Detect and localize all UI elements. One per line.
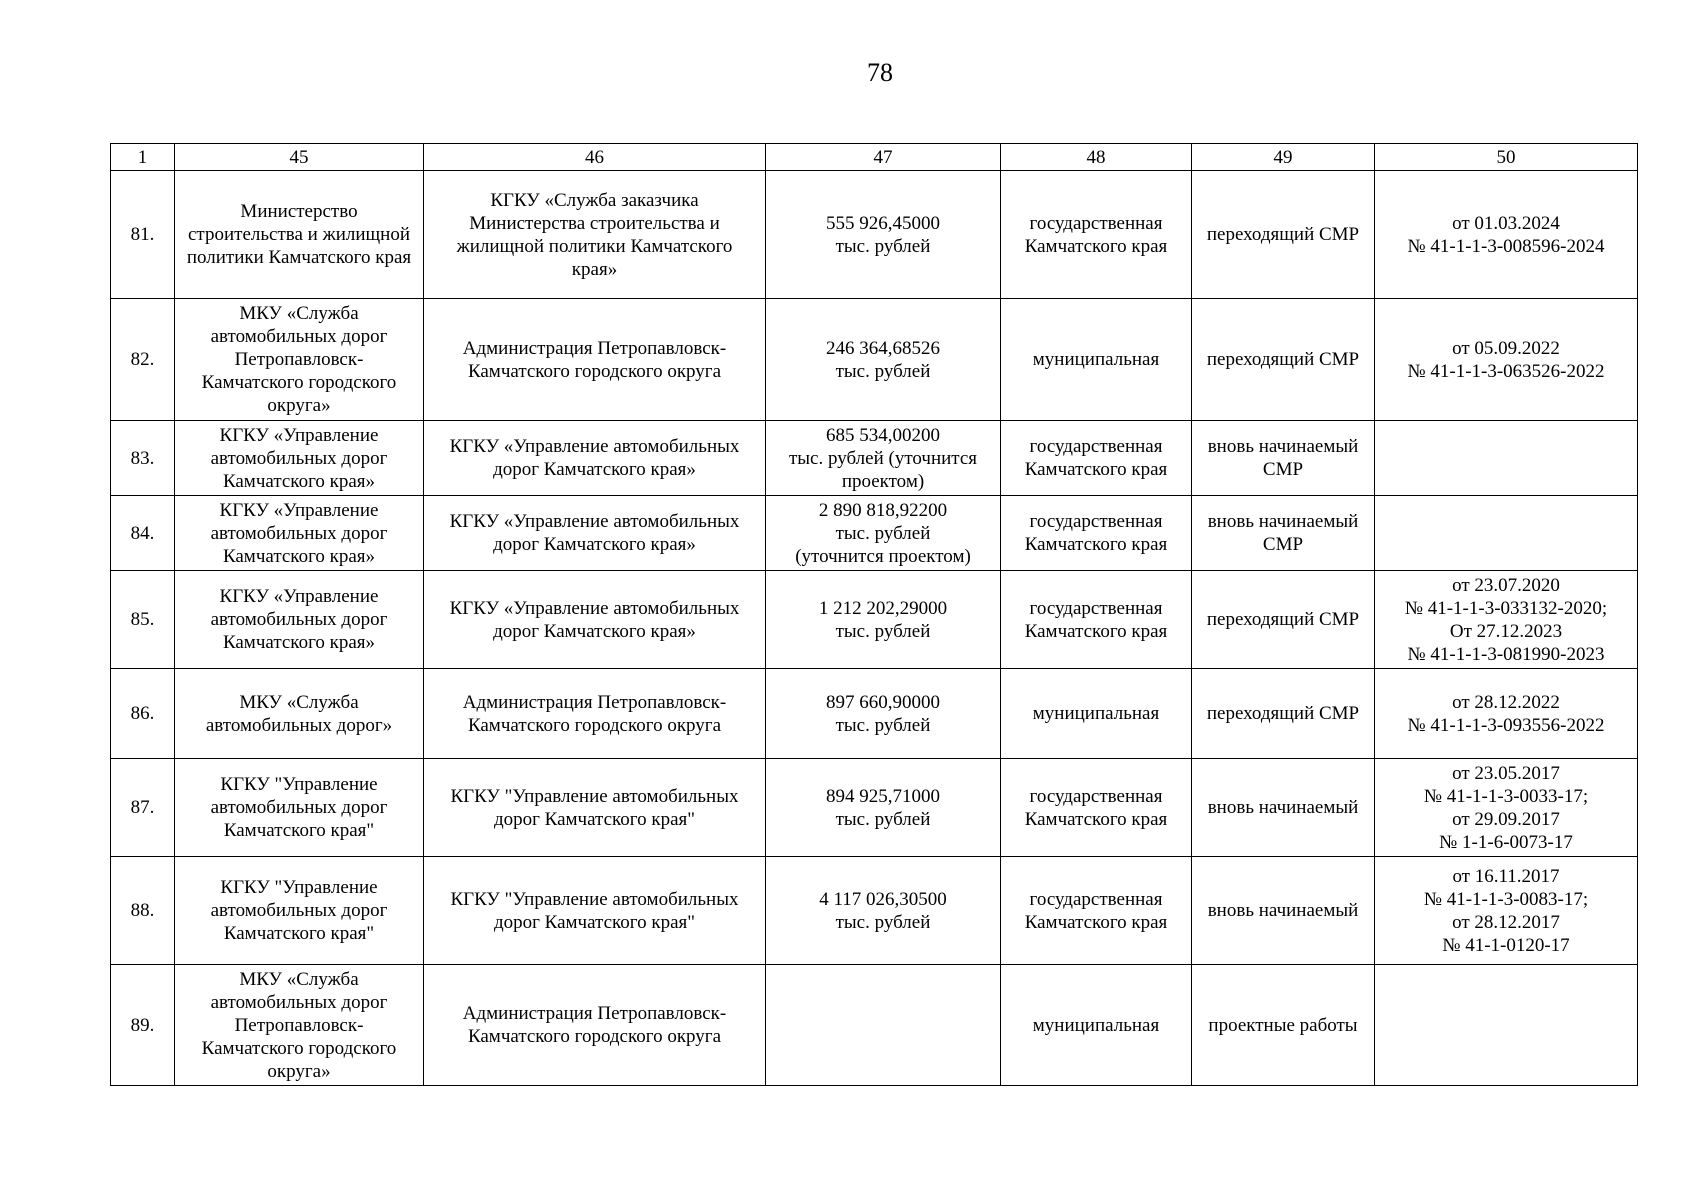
cell-text-line: переходящий СМР [1206,224,1360,245]
customer-cell [175,857,424,965]
cell-text-line: Камчатского края [1024,808,1168,830]
cell-text-line: Камчатского края» [222,632,376,653]
cell-text-line: от 23.05.2017 [1452,762,1560,784]
cell-text-line: Камчатского городского округа [467,1026,722,1047]
table-row [111,571,1638,669]
cell-text-line: дорог Камчатского края" [493,911,696,933]
cost-cell [766,496,1001,571]
expertise-conclusion-cell [1375,171,1638,299]
cell-text-line: от 28.12.2022 [1452,691,1560,713]
cell-text-line: № 41-1-0120-17 [1442,934,1570,956]
cost-cell [766,857,1001,965]
developer-cell [424,299,766,421]
developer-cell [424,496,766,571]
cell-text-line: КГКУ «Управление автомобильных [449,436,740,457]
customer-cell [175,299,424,421]
cell-text-line: дорог Камчатского края» [493,534,696,555]
work-stage-cell [1192,421,1375,496]
cell-text-line: Камчатского края» [222,470,376,492]
table-row [111,299,1638,421]
work-stage-cell [1192,299,1375,421]
work-stage-cell [1192,571,1375,669]
cell-text-line: Камчатского края» [222,545,376,567]
row-number-cell: 84. [111,496,175,571]
cell-text-line: Камчатского края [1024,620,1168,642]
cell-text-line: Камчатского края [1024,235,1168,257]
developer-cell [424,421,766,496]
cell-text-line: МКУ «Служба [239,303,359,324]
expertise-conclusion-cell [1375,857,1638,965]
ownership-cell [1001,421,1192,496]
customer-cell [175,496,424,571]
cell-text-line: края» [571,258,618,280]
cell-text-line: № 41-1-1-3-0033-17; [1423,785,1589,807]
cell-text-line: муниципальная [1032,703,1160,724]
work-stage-cell [1192,857,1375,965]
cell-text-line: тыс. рублей [835,235,931,257]
row-number-cell: 88. [111,857,175,965]
cell-text-line: КГКУ "Управление [220,877,378,898]
cell-text-line: № 41-1-1-3-0083-17; [1423,888,1589,910]
cell-text-line: СМР [1262,459,1304,480]
expertise-conclusion-cell [1375,669,1638,759]
cell-text-line: МКУ «Служба [239,968,359,990]
cell-text-line: СМР [1262,534,1304,555]
cell-text-line: МКУ «Служба [239,691,359,713]
header-col-49: 49 [1192,144,1375,171]
cell-text-line: государственная [1029,888,1163,910]
cell-text-line: Камчатского края" [223,923,375,944]
customer-cell [175,171,424,299]
cell-text-line: От 27.12.2023 [1449,620,1563,642]
cell-text-line: муниципальная [1032,349,1160,370]
header-col-50: 50 [1375,144,1638,171]
cell-text-line: вновь начинаемый [1207,436,1359,457]
cell-text-line: государственная [1029,511,1163,532]
cell-text-line: тыс. рублей [835,620,931,642]
cost-cell [766,421,1001,496]
cost-cell [766,669,1001,759]
cell-text-line: № 41-1-1-3-008596-2024 [1407,235,1605,257]
cost-cell [766,571,1001,669]
cell-text-line: 4 117 026,30500 [819,888,947,910]
cell-text-line: переходящий СМР [1206,703,1360,724]
customer-cell [175,571,424,669]
table-body [111,171,1638,1086]
developer-cell [424,571,766,669]
work-stage-cell [1192,759,1375,857]
developer-cell [424,759,766,857]
cell-text-line: автомобильных дорог [210,522,388,544]
cell-text-line: Камчатского городского [201,372,397,393]
work-stage-cell [1192,171,1375,299]
cell-text-line: Администрация Петропавловск- [462,1003,727,1024]
cell-text-line: 685 534,00200 [826,424,940,446]
cost-cell [766,965,1001,1086]
expertise-conclusion-cell [1375,571,1638,669]
cell-text-line: Петропавловск- [234,349,364,370]
header-row [111,144,1638,171]
work-stage-cell [1192,669,1375,759]
cell-text-line: от 29.09.2017 [1452,808,1560,830]
cell-text-line: КГКУ "Управление автомобильных [450,888,739,910]
cell-text-line: Камчатского городского округа [467,714,722,736]
cell-text-line: от 28.12.2017 [1452,911,1560,933]
cell-text-line: КГКУ «Служба заказчика [490,189,699,211]
cell-text-line: 894 925,71000 [826,785,940,807]
expertise-conclusion-cell [1375,759,1638,857]
cell-text-line: автомобильных дорог» [205,714,393,736]
cell-text-line: автомобильных дорог [210,609,388,630]
cell-text-line: КГКУ "Управление [220,774,378,795]
ownership-cell [1001,965,1192,1086]
cell-text-line: переходящий СМР [1206,609,1360,630]
cell-text-line: Министерства строительства и [469,212,720,234]
cell-text-line: Администрация Петропавловск- [462,691,727,713]
cell-text-line: государственная [1029,212,1163,234]
cell-text-line: политики Камчатского края [186,247,412,268]
cell-text-line: округа» [267,395,331,416]
header-col-1: 1 [111,144,175,171]
cell-text-line: КГКУ «Управление [219,424,379,446]
cell-text-line: тыс. рублей (уточнится [788,447,977,469]
cell-text-line: государственная [1029,436,1163,457]
cell-text-line: дорог Камчатского края» [493,459,696,480]
cell-text-line: Камчатского края [1024,459,1168,480]
cell-text-line: вновь начинаемый [1207,797,1359,818]
cell-text-line: проектом) [841,470,925,492]
cost-cell [766,759,1001,857]
cell-text-line: Камчатского городского [201,1037,397,1059]
ownership-cell [1001,299,1192,421]
cell-text-line: государственная [1029,785,1163,807]
cell-text-line: от 16.11.2017 [1452,865,1560,887]
work-stage-cell [1192,496,1375,571]
ownership-cell [1001,171,1192,299]
table-row [111,759,1638,857]
table-row [111,496,1638,571]
page-number: 78 [867,58,893,87]
cell-text-line: округа» [267,1060,331,1082]
cell-text-line: 1 212 202,29000 [818,597,948,619]
cell-text-line: автомобильных дорог [210,447,388,469]
cell-text-line: Камчатского края" [223,820,375,841]
table-row [111,171,1638,299]
developer-cell [424,857,766,965]
cell-text-line: КГКУ «Управление автомобильных [449,597,740,619]
cell-text-line: государственная [1029,597,1163,619]
cell-text-line: КГКУ "Управление автомобильных [450,785,739,807]
cell-text-line: КГКУ «Управление автомобильных [449,511,740,532]
developer-cell [424,669,766,759]
cell-text-line: дорог Камчатского края" [493,808,696,830]
cell-text-line: автомобильных дорог [210,991,388,1013]
developer-cell [424,965,766,1086]
row-number-cell: 82. [111,299,175,421]
cell-text-line: тыс. рублей [835,522,931,544]
table-header [111,144,1638,171]
cell-text-line: тыс. рублей [835,714,931,736]
cell-text-line: Администрация Петропавловск- [462,337,727,359]
cell-text-line: Камчатского городского округа [467,360,722,382]
row-number-cell: 87. [111,759,175,857]
cell-text-line: автомобильных дорог [210,900,388,921]
ownership-cell [1001,669,1192,759]
cell-text-line: от 05.09.2022 [1452,337,1560,359]
expertise-conclusion-cell [1375,965,1638,1086]
cell-text-line: тыс. рублей [835,360,931,382]
cost-cell [766,171,1001,299]
cell-text-line: Камчатского края [1024,911,1168,933]
header-col-48: 48 [1001,144,1192,171]
cell-text-line: автомобильных дорог [210,326,388,347]
cell-text-line: № 41-1-1-3-033132-2020; [1404,597,1608,619]
expertise-conclusion-cell [1375,299,1638,421]
cell-text-line: автомобильных дорог [210,797,388,818]
cell-text-line: муниципальная [1032,1014,1160,1036]
cell-text-line: Петропавловск- [234,1014,364,1036]
ownership-cell [1001,759,1192,857]
cell-text-line: № 41-1-1-3-081990-2023 [1407,643,1605,665]
developer-cell [424,171,766,299]
cell-text-line: переходящий СМР [1206,349,1360,370]
expertise-conclusion-cell [1375,421,1638,496]
cell-text-line: (уточнится проектом) [795,545,971,567]
row-number-cell: 85. [111,571,175,669]
cell-text-line: проектные работы [1208,1014,1358,1036]
cell-text-line: КГКУ «Управление [219,586,379,607]
expertise-conclusion-cell [1375,496,1638,571]
customer-cell [175,421,424,496]
cell-text-line: 897 660,90000 [826,691,940,713]
cell-text-line: жилищной политики Камчатского [456,235,733,257]
header-col-45: 45 [175,144,424,171]
row-number-cell: 89. [111,965,175,1086]
ownership-cell [1001,496,1192,571]
cell-text-line: 2 890 818,92200 [818,499,948,521]
cell-text-line: КГКУ «Управление [219,499,379,521]
cell-text-line: вновь начинаемый [1207,511,1359,532]
cell-text-line: строительства и жилищной [188,224,410,245]
row-number-cell: 86. [111,669,175,759]
ownership-cell [1001,571,1192,669]
cell-text-line: № 41-1-1-3-093556-2022 [1407,714,1605,736]
row-number-cell: 81. [111,171,175,299]
table-row [111,421,1638,496]
cell-text-line: дорог Камчатского края» [493,620,696,642]
customer-cell [175,759,424,857]
customer-cell [175,965,424,1086]
table-row [111,669,1638,759]
construction-objects-table [110,143,1638,1086]
row-number-cell: 83. [111,421,175,496]
table-row [111,857,1638,965]
customer-cell [175,669,424,759]
cell-text-line: Камчатского края [1024,534,1168,555]
cell-text-line: вновь начинаемый [1207,900,1359,921]
cell-text-line: № 41-1-1-3-063526-2022 [1407,360,1605,382]
cell-text-line: 555 926,45000 [826,212,940,234]
cell-text-line: Министерство [240,201,358,222]
cost-cell [766,299,1001,421]
cell-text-line: тыс. рублей [835,808,931,830]
header-col-47: 47 [766,144,1001,171]
cell-text-line: тыс. рублей [835,911,931,933]
cell-text-line: от 23.07.2020 [1452,574,1560,596]
cell-text-line: от 01.03.2024 [1452,212,1560,234]
header-col-46: 46 [424,144,766,171]
cell-text-line: 246 364,68526 [826,337,940,359]
cell-text-line: № 1-1-6-0073-17 [1439,831,1573,853]
table-row [111,965,1638,1086]
work-stage-cell [1192,965,1375,1086]
ownership-cell [1001,857,1192,965]
